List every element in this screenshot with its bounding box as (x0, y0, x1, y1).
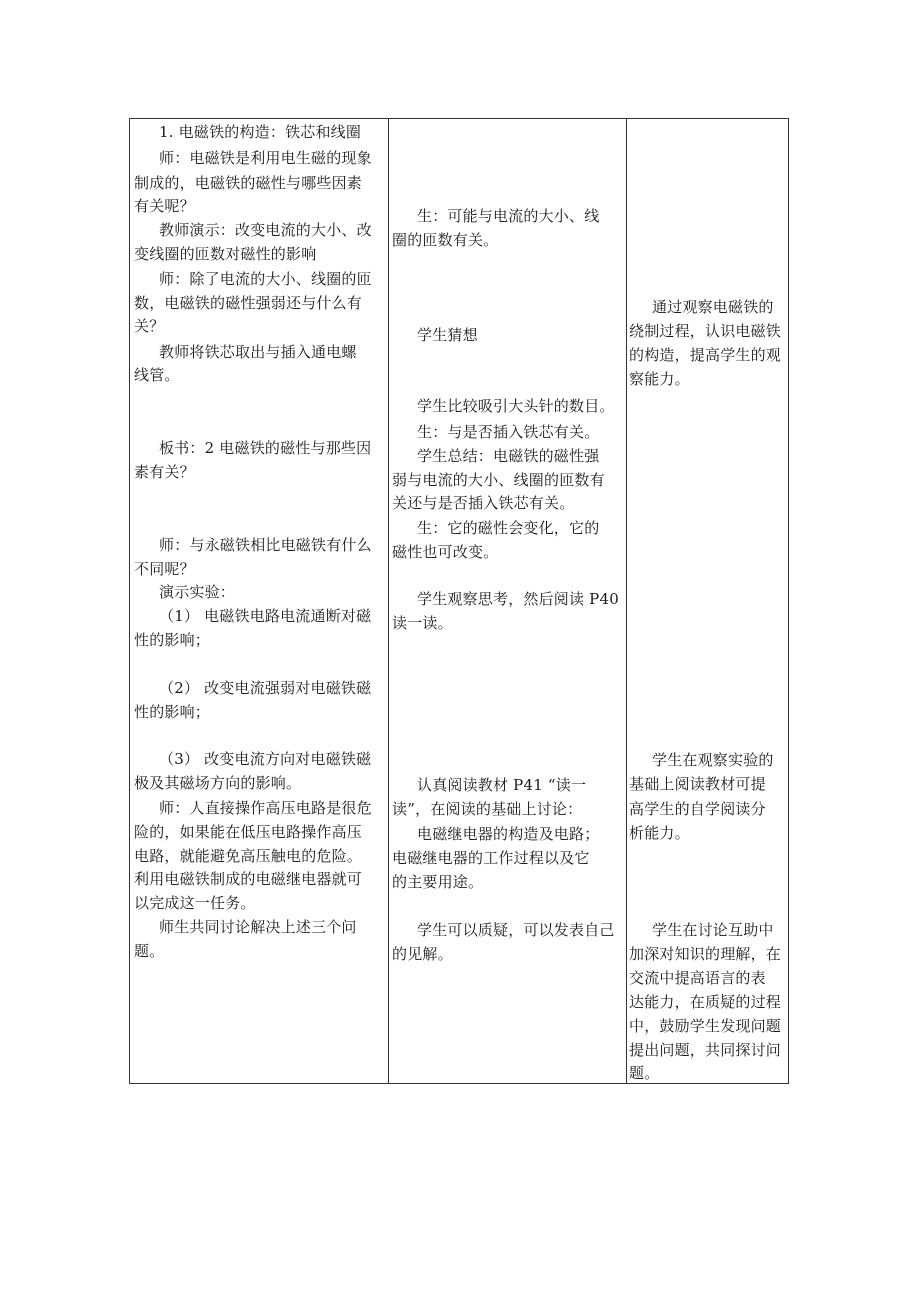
student-text-line: 读一读。 (392, 614, 453, 632)
teacher-text-line: 有关呢？ (134, 197, 195, 215)
teacher-text-line: 教师演示：改变电流的大小、改 (159, 221, 372, 239)
student-text-line: 磁性也可改变。 (392, 543, 499, 561)
teacher-text-line: 师：人直接操作高压电路是很危 (159, 799, 372, 817)
intent-text-line: 学生在讨论互助中 (652, 921, 774, 939)
teacher-text-line: 教师将铁芯取出与插入通电螺 (159, 343, 357, 361)
teacher-text-line: （2） 改变电流强弱对电磁铁磁 (159, 679, 372, 697)
column-divider (626, 118, 627, 1084)
student-text-line: 学生总结：电磁铁的磁性强 (417, 447, 600, 465)
teacher-text-line: 制成的，电磁铁的磁性与哪些因素 (134, 174, 363, 192)
teacher-text-line: 电路，就能避免高压触电的危险。 (134, 847, 363, 865)
student-text-line: 电磁继电器的构造及电路； (417, 825, 600, 843)
student-text-line: 学生猜想 (417, 326, 478, 344)
intent-text-line: 高学生的自学阅读分 (629, 800, 766, 818)
teacher-text-line: （1） 电磁铁电路电流通断对磁 (159, 607, 372, 625)
teacher-text-line: 师生共同讨论解决上述三个问 (159, 918, 357, 936)
teacher-text-line: 题。 (134, 942, 165, 960)
student-text-line: 弱与电流的大小、线圈的匝数有 (392, 471, 605, 489)
teacher-text-line: 1. 电磁铁的构造：铁芯和线圈 (159, 123, 362, 141)
teacher-text-line: 不同呢？ (134, 560, 195, 578)
intent-text-line: 学生在观察实验的 (652, 751, 774, 769)
student-text-line: 学生可以质疑，可以发表自己 (417, 921, 615, 939)
teacher-text-line: 以完成这一任务。 (134, 894, 256, 912)
teacher-text-line: 素有关？ (134, 463, 195, 481)
intent-text-line: 析能力。 (629, 824, 690, 842)
intent-text-line: 中，鼓励学生发现问题 (629, 1017, 782, 1035)
student-text-line: 的主要用途。 (392, 873, 484, 891)
student-text-line: 生：它的磁性会变化，它的 (417, 519, 600, 537)
teacher-text-line: 性的影响； (134, 703, 211, 721)
column-divider (388, 118, 389, 1084)
student-text-line: 生：可能与电流的大小、线 (417, 207, 600, 225)
teacher-text-line: 利用电磁铁制成的电磁继电器就可 (134, 870, 363, 888)
student-text-line: 电磁继电器的工作过程以及它 (392, 849, 590, 867)
student-text-line: 的见解。 (392, 945, 453, 963)
teacher-text-line: 性的影响； (134, 631, 211, 649)
intent-text-line: 交流中提高语言的表 (629, 969, 766, 987)
teacher-text-line: 师：除了电流的大小、线圈的匝 (159, 270, 372, 288)
student-text-line: 生：与是否插入铁芯有关。 (417, 423, 600, 441)
intent-text-line: 基础上阅读教材可提 (629, 775, 766, 793)
teacher-text-line: 师：与永磁铁相比电磁铁有什么 (159, 536, 372, 554)
intent-text-line: 通过观察电磁铁的 (652, 298, 774, 316)
student-text-line: 认真阅读教材 P41 “读一 (417, 776, 587, 794)
student-text-line: 学生比较吸引大头针的数目。 (417, 397, 615, 415)
intent-text-line: 题。 (629, 1064, 660, 1082)
student-text-line: 圈的匝数有关。 (392, 231, 499, 249)
intent-text-line: 的构造，提高学生的观 (629, 346, 782, 364)
teacher-text-line: 板书：2 电磁铁的磁性与那些因 (159, 439, 372, 457)
student-text-line: 读”，在阅读的基础上讨论： (392, 800, 583, 818)
teacher-text-line: （3） 改变电流方向对电磁铁磁 (159, 750, 372, 768)
intent-text-line: 察能力。 (629, 370, 690, 388)
teacher-text-line: 数，电磁铁的磁性强弱还与什么有 (134, 294, 363, 312)
teacher-text-line: 演示实验： (159, 583, 236, 601)
student-text-line: 学生观察思考，然后阅读 P40 (417, 590, 619, 608)
intent-text-line: 达能力，在质疑的过程 (629, 993, 782, 1011)
intent-text-line: 提出问题，共同探讨问 (629, 1041, 782, 1059)
teacher-text-line: 关？ (134, 317, 165, 335)
teacher-text-line: 师：电磁铁是利用电生磁的现象 (159, 149, 372, 167)
teacher-text-line: 线管。 (134, 366, 180, 384)
teacher-text-line: 极及其磁场方向的影响。 (134, 774, 302, 792)
teacher-text-line: 险的，如果能在低压电路操作高压 (134, 823, 363, 841)
intent-text-line: 绕制过程，认识电磁铁 (629, 322, 782, 340)
teacher-text-line: 变线圈的匝数对磁性的影响 (134, 245, 317, 263)
student-text-line: 关还与是否插入铁芯有关。 (392, 494, 575, 512)
intent-text-line: 加深对知识的理解，在 (629, 945, 782, 963)
